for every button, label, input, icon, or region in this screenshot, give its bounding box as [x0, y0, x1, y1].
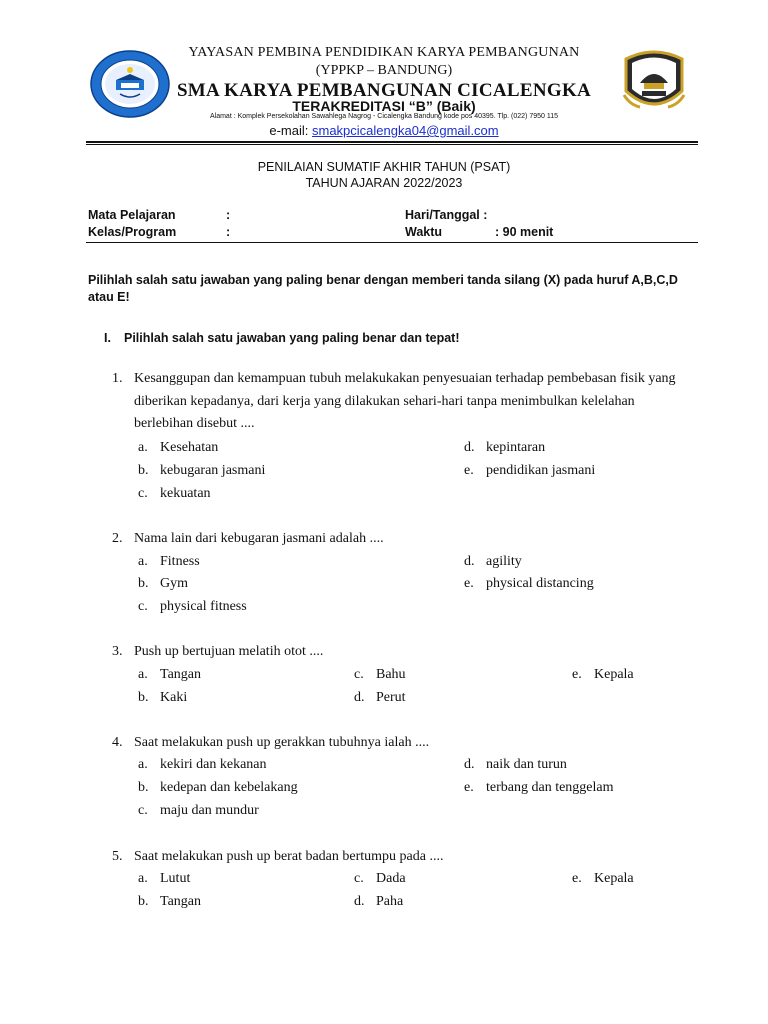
foundation-short-name: (YPPKP – BANDUNG) — [315, 63, 453, 78]
option-e[interactable]: e. terbang dan tenggelam — [464, 780, 614, 795]
section-heading — [104, 331, 460, 345]
question-number: 2. — [112, 531, 123, 546]
option-a[interactable]: a. Lutut — [138, 871, 191, 886]
question-text: Saat melakukan push up berat badan bertumpu pada .... — [134, 849, 444, 864]
option-b[interactable]: b. Gym — [138, 576, 188, 591]
option-b[interactable]: b. Tangan — [138, 894, 202, 909]
question-number: 5. — [112, 849, 123, 864]
option-a[interactable]: a. Kesehatan — [138, 440, 219, 455]
option-c[interactable]: c. Bahu — [354, 667, 406, 682]
school-address: Alamat : Komplek Persekolahan Sawahlega Nagrog - Cicalengka Bandung kode pos 40395. Tlp. (022) 7950 115 — [209, 113, 559, 120]
option-c[interactable]: c. kekuatan — [138, 486, 211, 501]
meta-divider — [86, 242, 698, 243]
option-d[interactable]: d. agility — [464, 554, 522, 569]
question-text: Kesanggupan dan kemampuan tubuh melakukakan penyesuaian terhadap pembebasan fisik yang diberikan kepadanya, dari kerja yang dilakukan sehari-hari tanpa menimbulkan kelelahan berlebihan disebut .... — [134, 371, 676, 431]
foundation-name: YAYASAN PEMBINA PENDIDIKAN KARYA PEMBANGUNAN — [188, 45, 580, 60]
option-c[interactable]: c. maju dan mundur — [138, 803, 259, 818]
option-b[interactable]: b. Kaki — [138, 690, 188, 705]
email-link[interactable]: smakpcicalengka04@gmail.com — [312, 123, 499, 138]
question-text: Saat melakukan push up gerakkan tubuhnya ialah .... — [134, 735, 430, 750]
option-a[interactable]: a. Fitness — [138, 554, 200, 569]
class-label: Kelas/Program — [88, 225, 177, 239]
section-number: I. — [104, 331, 111, 345]
exam-title: PENILAIAN SUMATIF AKHIR TAHUN (PSAT) — [257, 160, 511, 174]
section-title: Pilihlah salah satu jawaban yang paling benar dan tepat! — [124, 331, 460, 345]
option-b[interactable]: b. kebugaran jasmani — [138, 463, 266, 478]
exam-year: TAHUN AJARAN 2022/2023 — [305, 176, 463, 190]
option-e[interactable]: e. physical distancing — [464, 576, 594, 591]
option-b[interactable]: b. kedepan dan kebelakang — [138, 780, 298, 795]
subject-colon: : — [226, 208, 231, 222]
question-text: Nama lain dari kebugaran jasmani adalah .... — [134, 531, 384, 546]
class-colon: : — [226, 225, 231, 239]
school-email — [0, 123, 768, 138]
question-number: 1. — [112, 371, 123, 386]
time-label: Waktu — [405, 225, 443, 239]
option-d[interactable]: d. naik dan turun — [464, 757, 567, 772]
day-date-label: Hari/Tanggal : — [405, 208, 488, 222]
option-a[interactable]: a. Tangan — [138, 667, 202, 682]
option-a[interactable]: a. kekiri dan kekanan — [138, 757, 267, 772]
subject-label: Mata Pelajaran — [88, 208, 176, 222]
option-d[interactable]: d. Paha — [354, 894, 404, 909]
question-number: 3. — [112, 644, 123, 659]
question-number: 4. — [112, 735, 123, 750]
email-label: e-mail: — [269, 123, 312, 138]
option-e[interactable]: e. Kepala — [572, 871, 634, 886]
option-c[interactable]: c. physical fitness — [138, 599, 247, 614]
option-e[interactable]: e. pendidikan jasmani — [464, 463, 596, 478]
option-d[interactable]: d. kepintaran — [464, 440, 546, 455]
time-value: : 90 menit — [495, 225, 554, 239]
general-instruction: Pilihlah salah satu jawaban yang paling benar dengan memberi tanda silang (X) pada huruf A,B,C,D atau E! — [88, 273, 678, 304]
question-text: Push up bertujuan melatih otot .... — [134, 644, 324, 659]
header-divider-thick — [86, 141, 698, 143]
option-c[interactable]: c. Dada — [354, 871, 406, 886]
header-divider-thin — [86, 144, 698, 145]
option-e[interactable]: e. Kepala — [572, 667, 634, 682]
school-name: SMA KARYA PEMBANGUNAN CICALENGKA — [176, 80, 592, 101]
option-d[interactable]: d. Perut — [354, 690, 406, 705]
accreditation: TERAKREDITASI “B” (Baik) — [292, 98, 476, 114]
